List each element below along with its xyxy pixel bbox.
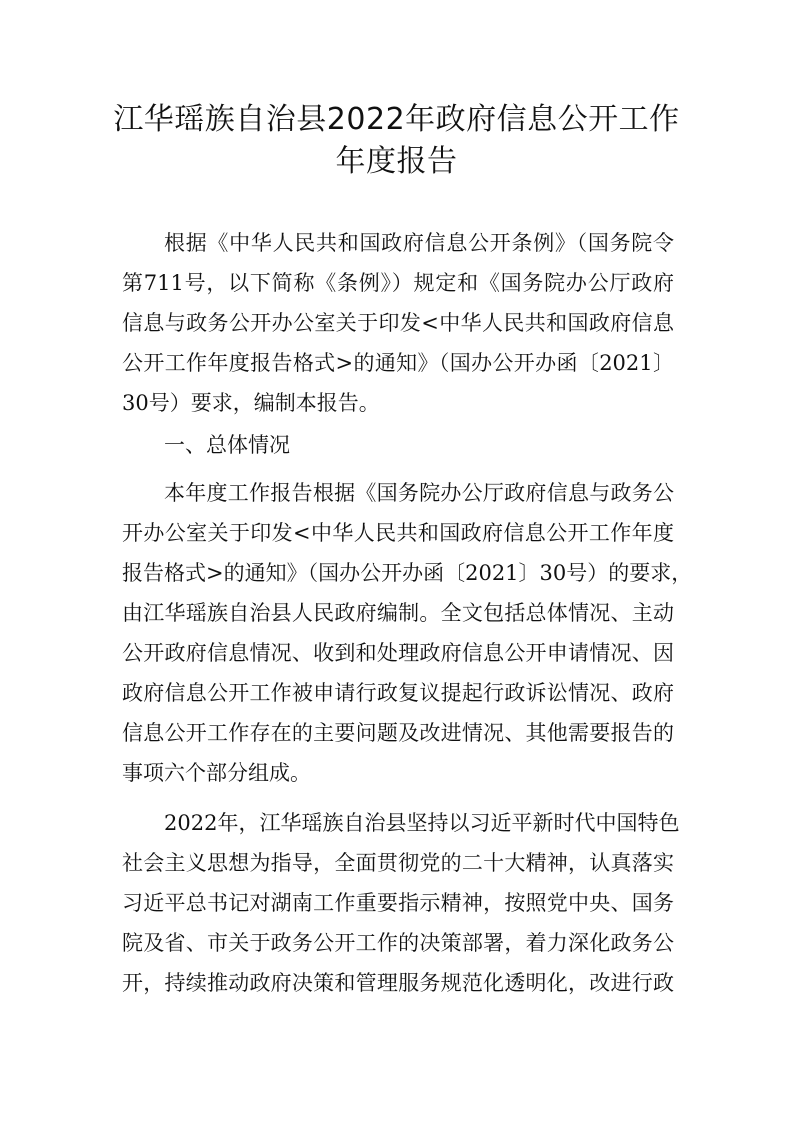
document-title-line-1: 江华瑶族自治县2022年政府信息公开工作 [113,102,680,137]
paragraph-line: 本年度工作报告根据《国务院办公厅政府信息与政务公 [164,481,674,505]
paragraph-line: 院及省、市关于政务公开工作的决策部署，着力深化政务公 [122,931,674,955]
paragraph-line: 2022年，江华瑶族自治县坚持以习近平新时代中国特色 [164,811,680,835]
section-heading: 一、总体情况 [164,433,290,457]
paragraph-line: 社会主义思想为指导，全面贯彻党的二十大精神，认真落实 [122,851,674,875]
intro-line: 信息与政务公开办公室关于印发<中华人民共和国政府信息 [122,311,674,335]
intro-line: 30号）要求，编制本报告。 [122,391,380,415]
intro-line: 公开工作年度报告格式>的通知》（国办公开办函〔2021〕 [122,351,674,375]
paragraph-line: 报告格式>的通知》（国办公开办函〔2021〕30号）的要求， [122,561,693,585]
paragraph-line: 信息公开工作存在的主要问题及改进情况、其他需要报告的 [122,721,674,745]
intro-line: 第711号，以下简称《条例》）规定和《国务院办公厅政府 [122,271,674,295]
paragraph-line: 公开政府信息情况、收到和处理政府信息公开申请情况、因 [122,641,674,665]
paragraph-line: 开，持续推动政府决策和管理服务规范化透明化，改进行政 [122,971,674,995]
paragraph-line: 习近平总书记对湖南工作重要指示精神，按照党中央、国务 [122,891,674,915]
paragraph-line: 政府信息公开工作被申请行政复议提起行政诉讼情况、政府 [122,681,674,705]
document-title-line-2: 年度报告 [335,144,458,179]
paragraph-line: 开办公室关于印发<中华人民共和国政府信息公开工作年度 [122,521,674,545]
intro-line: 根据《中华人民共和国政府信息公开条例》（国务院令 [164,231,674,255]
paragraph-line: 由江华瑶族自治县人民政府编制。全文包括总体情况、主动 [122,601,674,625]
paragraph-line: 事项六个部分组成。 [122,761,311,785]
